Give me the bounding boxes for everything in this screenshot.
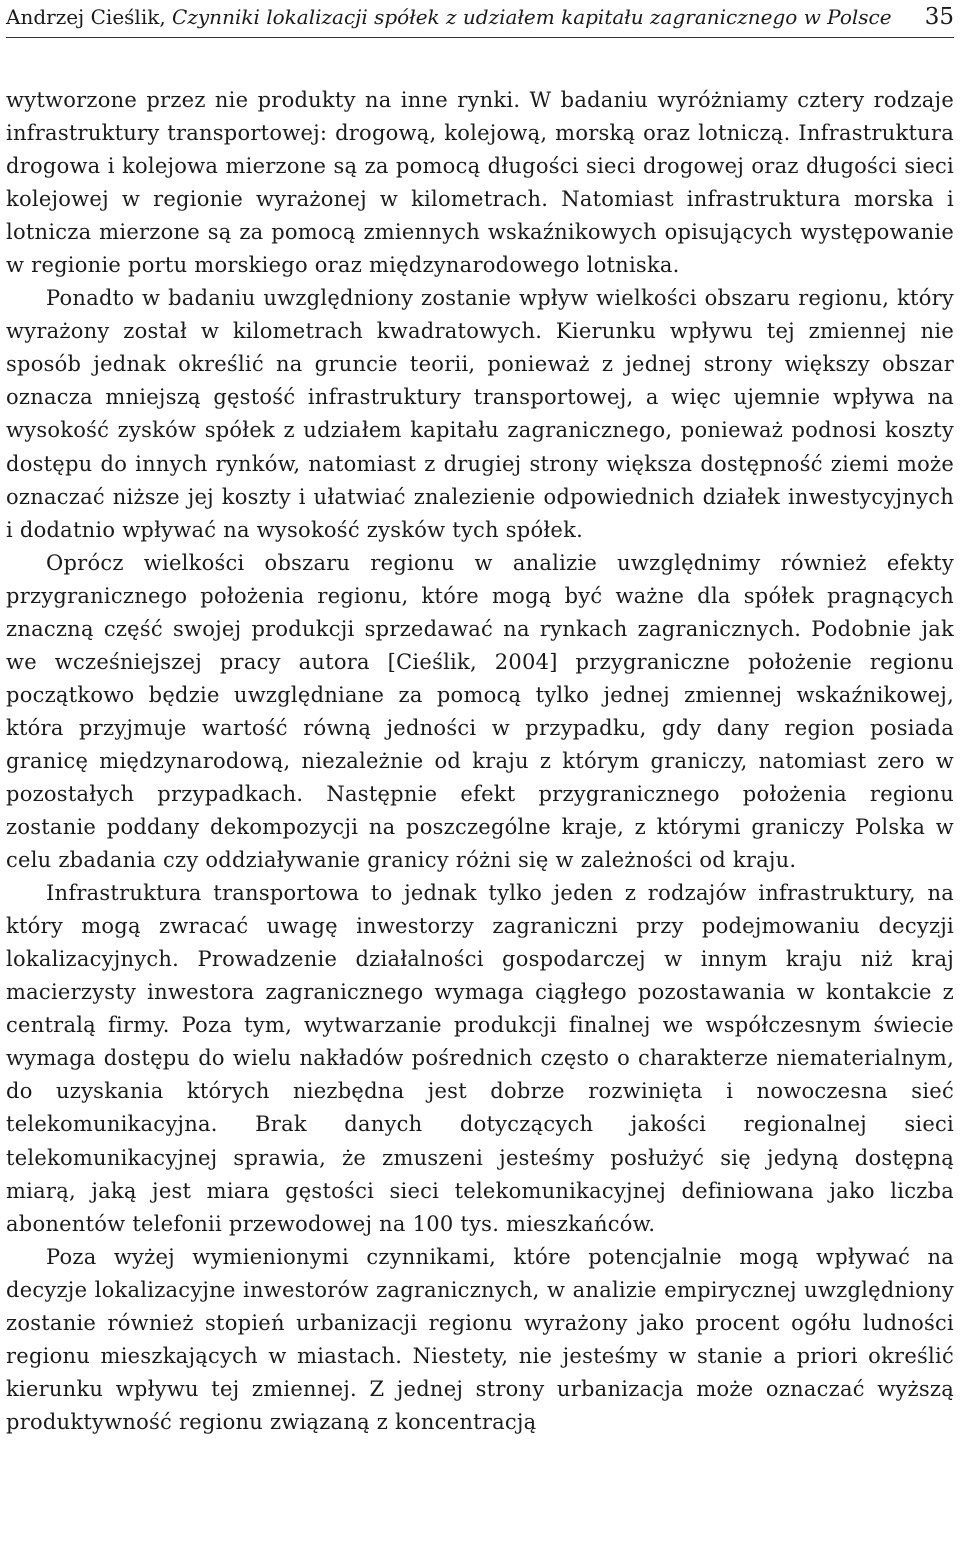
paragraph: Oprócz wielkości obszaru regionu w analizie uwzględnimy również efekty przygranicznego położenia regionu, które mogą być ważne dla spółek pragnących znaczną część swojej produkcji sprzedawać na rynkach zagranicznych. Podobnie jak we wcześniejszej pracy autora [Cieślik, 2004] przygraniczne położenie regionu początkowo będzie uwzględniane za pomocą tylko jednej zmiennej wskaźnikowej, która przyjmuje wartość równą jedności w przypadku, gdy dany region posiada granicę międzynarodową, niezależnie od kraju z którym graniczy, natomiast zero w pozostałych przypadkach. Następnie efekt przygranicznego położenia regionu zostanie poddany dekompozycji na poszczególne kraje, z którymi graniczy Polska w celu zbadania czy oddziaływanie granicy różni się w zależności od kraju. xyxy=(6,550,954,873)
running-title xyxy=(6,2,892,32)
paragraph-continued: wytworzone przez nie produkty na inne rynki. W badaniu wyróżniamy cztery rodzaje infrastruktury transportowej: drogową, kolejową, morską oraz lotniczą. Infrastruktura drogowa i kolejowa mierzone są za pomocą długości sieci drogowej oraz długości sieci kolejowej w regionie wyrażonej w kilometrach. Natomiast infrastruktura morska i lotnicza mierzone są za pomocą zmiennych wskaźnikowych opisujących występowanie w regionie portu morskiego oraz międzynarodowego lotniska. xyxy=(6,88,954,278)
header-rule xyxy=(6,37,954,38)
paragraph: Ponadto w badaniu uwzględniony zostanie wpływ wielkości obszaru regionu, który wyrażony został w kilometrach kwadratowych. Kierunku wpływu tej zmiennej nie sposób jednak określić na gruncie teorii, ponieważ z jednej strony większy obszar oznacza mniejszą gęstość infrastruktury transportowej, a więc ujemnie wpływa na wysokość zysków spółek z udziałem kapitału zagranicznego, ponieważ podnosi koszty dostępu do innych rynków, natomiast z drugiej strony większa dostępność ziemi może oznaczać niższe jej koszty i ułatwiać znalezienie odpowiednich działek inwestycyjnych i dodatnio wpływać na wysokość zysków tych spółek. xyxy=(6,286,954,542)
body-text xyxy=(6,84,954,1439)
running-header xyxy=(6,2,954,32)
page-number: 35 xyxy=(924,4,954,30)
header-author: Andrzej Cieślik, xyxy=(6,5,166,29)
paragraph: Poza wyżej wymienionymi czynnikami, które potencjalnie mogą wpływać na decyzje lokalizacyjne inwestorów zagranicznych, w analizie empirycznej uwzględniony zostanie również stopień urbanizacji regionu wyrażony jako procent ogółu ludności regionu mieszkających w miastach. Niestety, nie jesteśmy w stanie a priori określić kierunku wpływu tej zmiennej. Z jednej strony urbanizacja może oznaczać wyższą produktywność regionu związaną z koncentracją xyxy=(6,1244,954,1434)
header-title: Czynniki lokalizacji spółek z udziałem kapitału zagranicznego w Polsce xyxy=(172,5,892,29)
paragraph: Infrastruktura transportowa to jednak tylko jeden z rodzajów infrastruktury, na który mogą zwracać uwagę inwestorzy zagraniczni przy podejmowaniu decyzji lokalizacyjnych. Prowadzenie działalności gospodarczej w innym kraju niż kraj macierzysty inwestora zagranicznego wymaga ciągłego pozostawania w kontakcie z centralą firmy. Poza tym, wytwarzanie produkcji finalnej we współczesnym świecie wymaga dostępu do wielu nakładów pośrednich często o charakterze niematerialnym, do uzyskania których niezbędna jest dobrze rozwinięta i nowoczesna sieć telekomunikacyjna. Brak danych dotyczących jakości regionalnej sieci telekomunikacyjnej sprawia, że zmuszeni jesteśmy posłużyć się jedyną dostępną miarą, jaką jest miara gęstości sieci telekomunikacyjnej definiowana jako liczba abonentów telefonii przewodowej na 100 tys. mieszkańców. xyxy=(6,881,954,1236)
